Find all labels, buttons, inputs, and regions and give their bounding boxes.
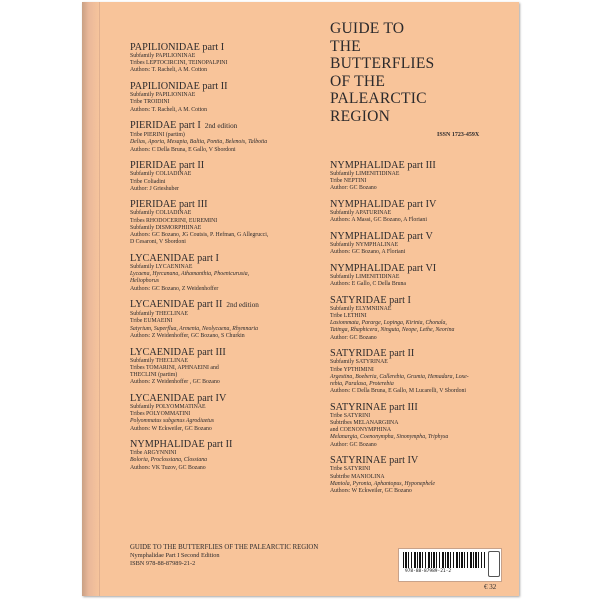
price-label: € 32 xyxy=(484,583,497,591)
volume-detail: Author: GC Bozano xyxy=(330,185,377,192)
genus-list: Satyrium, Superflua, Armenia, Neolycaena, Rhymnaria xyxy=(130,325,259,332)
volume-detail: Authors: T. Racheli, A M. Cotton xyxy=(130,67,208,74)
volume-title xyxy=(130,160,340,171)
volume-entry xyxy=(130,120,340,154)
volume-detail: Authors: GC Bozano, Z Weidenhoffer xyxy=(130,285,219,292)
volume-detail: Subfamily COLIADINAE xyxy=(130,210,192,217)
volume-title xyxy=(130,199,340,210)
genus-list: Lycaena, Hyrcanana, Athamanthia, Phoenicurusia, xyxy=(130,271,250,278)
volume-entry xyxy=(130,81,340,114)
volume-title-text: NYMPHALIDAE part IV xyxy=(330,199,437,211)
volume-entry xyxy=(130,160,340,193)
volume-detail: D Cesaroni, V Sbordoni xyxy=(130,239,186,246)
volume-detail: Author: GC Bozano xyxy=(330,334,377,341)
volume-detail: Authors: C Della Bruna, E Gallo, V Sbordoni xyxy=(130,146,236,153)
barcode-label xyxy=(398,548,502,582)
issn-label: ISSN 1723-459X xyxy=(437,132,480,138)
volume-title xyxy=(130,253,340,264)
volume-title-text: SATYRINAE part IV xyxy=(330,455,419,467)
book-spine xyxy=(82,2,100,596)
edition-label: 2nd edition xyxy=(226,301,259,310)
volume-title xyxy=(130,120,340,132)
volume-detail: Subfamily POLYOMMATINAE xyxy=(130,403,206,410)
volume-entry xyxy=(130,347,340,387)
volume-entry xyxy=(130,439,340,472)
volume-detail: Tribes POLYOMMATINI xyxy=(130,411,191,418)
footer-volume: Nymphalidae Part I Second Edition xyxy=(130,552,220,559)
volume-detail: Subfamily PAPILIONINAE xyxy=(130,92,196,99)
volume-entry xyxy=(330,199,515,224)
volume-title-text: LYCAENIDAE part III xyxy=(130,346,226,358)
volume-entry xyxy=(330,295,515,342)
volume-detail: Authors: VK Tuzov, GC Bozano xyxy=(130,464,206,471)
volume-detail: Subfamily NYMPHALINAE xyxy=(330,242,399,249)
barcode-number: 978-88-87989-21-2 xyxy=(405,569,452,574)
series-title-line: OF THE xyxy=(330,72,386,90)
volume-title-text: LYCAENIDAE part IV xyxy=(130,392,227,404)
volume-detail: Tribes TOMARINI, APHNAEINI and xyxy=(130,364,219,371)
volume-title-text: PIERIDAE part I xyxy=(130,120,201,132)
volume-title-text: NYMPHALIDAE part V xyxy=(330,231,433,243)
volume-list-left xyxy=(130,42,340,478)
volume-title xyxy=(130,299,340,311)
genus-list: Maniola, Pyronia, Aphantopus, Hyponephele xyxy=(330,480,435,487)
footer-series: GUIDE TO THE BUTTERFLIES OF THE PALEARCTIC REGION xyxy=(130,544,319,551)
genus-list: Argestina, Boeberia, Callerebia, Grumia, Hemadara, Loxe- xyxy=(330,373,469,380)
series-title-line: PALEARCTIC xyxy=(330,90,427,107)
volume-entry xyxy=(330,160,515,193)
volume-title-text: LYCAENIDAE part I xyxy=(130,252,219,264)
volume-title-text: PAPILIONIDAE part I xyxy=(130,42,225,53)
edition-label: 2nd edition xyxy=(204,122,238,131)
volume-detail: Tribe EUMAEINI xyxy=(130,318,173,325)
series-title-line: REGION xyxy=(330,107,391,125)
volume-entry xyxy=(130,253,340,293)
volume-detail: Tribe Coliadini xyxy=(130,178,166,185)
volume-title-text: PIERIDAE part II xyxy=(130,160,205,172)
volume-entry xyxy=(130,299,340,340)
volume-detail: Tribe SATYRINI xyxy=(330,466,371,473)
volume-detail: Authors: A Massi, GC Bozano, A Floriani xyxy=(330,217,427,224)
series-title xyxy=(330,20,510,125)
volume-detail: Authors: W Eckweiler, GC Bozano xyxy=(330,487,412,494)
volume-entry xyxy=(330,455,515,495)
volume-detail: Subfamily SATYRINAE xyxy=(330,359,388,366)
volume-detail: Tribe ARGYNNINI xyxy=(130,450,177,457)
volume-detail: Authors: GC Bozano, A Floriani xyxy=(330,249,406,256)
genus-list: Polyommatus subgenus Agrodiaetus xyxy=(130,418,215,425)
volume-title-text: LYCAENIDAE part II xyxy=(130,299,223,311)
volume-detail: and COENONYMPHINA xyxy=(330,427,392,434)
volume-detail: Authors: GC Bozano, JG Coutsis, P. Hefman, G Allegrucci, xyxy=(130,232,269,239)
volume-entry xyxy=(130,393,340,433)
volume-title xyxy=(330,295,515,306)
genus-list: Heliophorus xyxy=(130,278,159,285)
volume-title xyxy=(330,199,515,210)
volume-entry xyxy=(330,263,515,288)
volume-detail: Subfamily DISMORPHIINAE xyxy=(130,224,202,231)
volume-detail: Author: GC Bozano xyxy=(330,441,377,448)
volume-detail: Authors: Z Weidenhoffer , GC Bozano xyxy=(130,379,220,386)
volume-entry xyxy=(330,402,515,449)
footer-isbn: ISBN 978-88-87989-21-2 xyxy=(130,560,196,567)
volume-title xyxy=(330,455,515,466)
series-title-line: BUTTERFLIES xyxy=(330,55,435,72)
volume-detail: Subfamily LIMENITIDINAE xyxy=(330,273,400,280)
volume-detail: Subfamily LYCAENINAE xyxy=(130,263,193,270)
volume-entry xyxy=(330,348,515,395)
volume-entry xyxy=(130,42,340,75)
series-title-line: THE xyxy=(330,37,361,55)
volume-detail: Subfamily LIMENITIDINAE xyxy=(330,171,400,177)
volume-detail: Tribe NEPTINI xyxy=(330,178,367,185)
genus-list: Tatinga, Rhaphicera, Ninguta, Neope, Lethe, Neorina xyxy=(330,327,455,334)
volume-detail: Authors: C Della Bruna, E Gallo, M Lucarelli, V Sbordoni xyxy=(330,388,466,395)
volume-title-text: NYMPHALIDAE part VI xyxy=(330,262,437,274)
volume-detail: Subfamily COLIADINAE xyxy=(130,171,192,178)
volume-detail: Subtribes MELANARGIINA xyxy=(330,420,399,427)
volume-title xyxy=(130,439,340,450)
volume-detail: Authors: Z Weidenhoffer, GC Bozano, S Churkin xyxy=(130,332,245,339)
volume-detail: Authors: E Gallo, C Della Bruna xyxy=(330,281,406,288)
volume-entry xyxy=(330,231,515,256)
volume-title xyxy=(330,348,515,359)
volume-detail: Tribe SATYRINI xyxy=(330,412,371,419)
volume-title xyxy=(130,81,340,92)
footer-info xyxy=(130,544,318,568)
seal-icon xyxy=(488,551,500,577)
volume-title xyxy=(330,160,515,171)
genus-list: Delias, Aporia, Mesapia, Baltia, Pontia, Belenois, Talbotia xyxy=(130,139,268,146)
volume-title-text: NYMPHALIDAE part III xyxy=(330,160,436,171)
volume-detail: Tribes RHODOCERINI, EUREMINI xyxy=(130,217,218,224)
genus-list: Boloria, Proclossiana, Clossiana xyxy=(130,457,208,464)
genus-list: Melanargia, Coenonympha, Sinonympha, Triphysa xyxy=(330,434,449,441)
volume-title xyxy=(330,402,515,413)
volume-detail: Subfamily APATURINAE xyxy=(330,210,392,217)
volume-detail: Tribe LETHINI xyxy=(330,313,367,320)
volume-detail: Tribe PIERINI (partim) xyxy=(130,132,185,139)
volume-detail: Subfamily ELYMNIINAE xyxy=(330,305,392,312)
genus-list: rebia, Paralasa, Proterebia xyxy=(330,380,394,387)
volume-detail: Subfamily PAPILIONINAE xyxy=(130,53,196,59)
volume-detail: Subfamily THECLINAE xyxy=(130,311,189,318)
volume-detail: Tribe YPTHIMINI xyxy=(330,366,374,373)
volume-title-text: PIERIDAE part III xyxy=(130,199,208,211)
volume-title-text: SATYRIDAE part II xyxy=(330,348,415,360)
volume-detail: Tribe TROIDINI xyxy=(130,99,170,106)
volume-title xyxy=(130,347,340,358)
volume-title xyxy=(330,263,515,274)
volume-title-text: SATYRINAE part III xyxy=(330,401,418,413)
volume-detail: THECLINI (partim) xyxy=(130,371,178,378)
volume-detail: Author: J Grieshuber xyxy=(130,185,179,192)
volume-title xyxy=(130,42,340,53)
volume-detail: Authors: W Eckweiler, GC Bozano xyxy=(130,425,212,432)
barcode-icon xyxy=(403,552,485,568)
volume-title-text: NYMPHALIDAE part II xyxy=(130,439,233,451)
volume-detail: Subfamily THECLINAE xyxy=(130,357,189,364)
genus-list: Lasiommata, Pararge, Lopinga, Kirinia, Chonala, xyxy=(330,320,447,327)
volume-title-text: PAPILIONIDAE part II xyxy=(130,81,228,93)
volume-list-right xyxy=(330,160,515,502)
volume-detail: Authors: T. Racheli, A M. Cotton xyxy=(130,106,208,113)
series-title-line: GUIDE TO xyxy=(330,20,405,37)
volume-detail: Subtribe MANIOLINA xyxy=(330,473,385,480)
book-back-cover xyxy=(82,2,519,596)
volume-entry xyxy=(130,199,340,246)
volume-title-text: SATYRIDAE part I xyxy=(330,294,411,306)
volume-title xyxy=(130,393,340,404)
volume-title xyxy=(330,231,515,242)
volume-detail: Tribes LEPTOCIRCINI, TEINOPALPINI xyxy=(130,60,228,67)
